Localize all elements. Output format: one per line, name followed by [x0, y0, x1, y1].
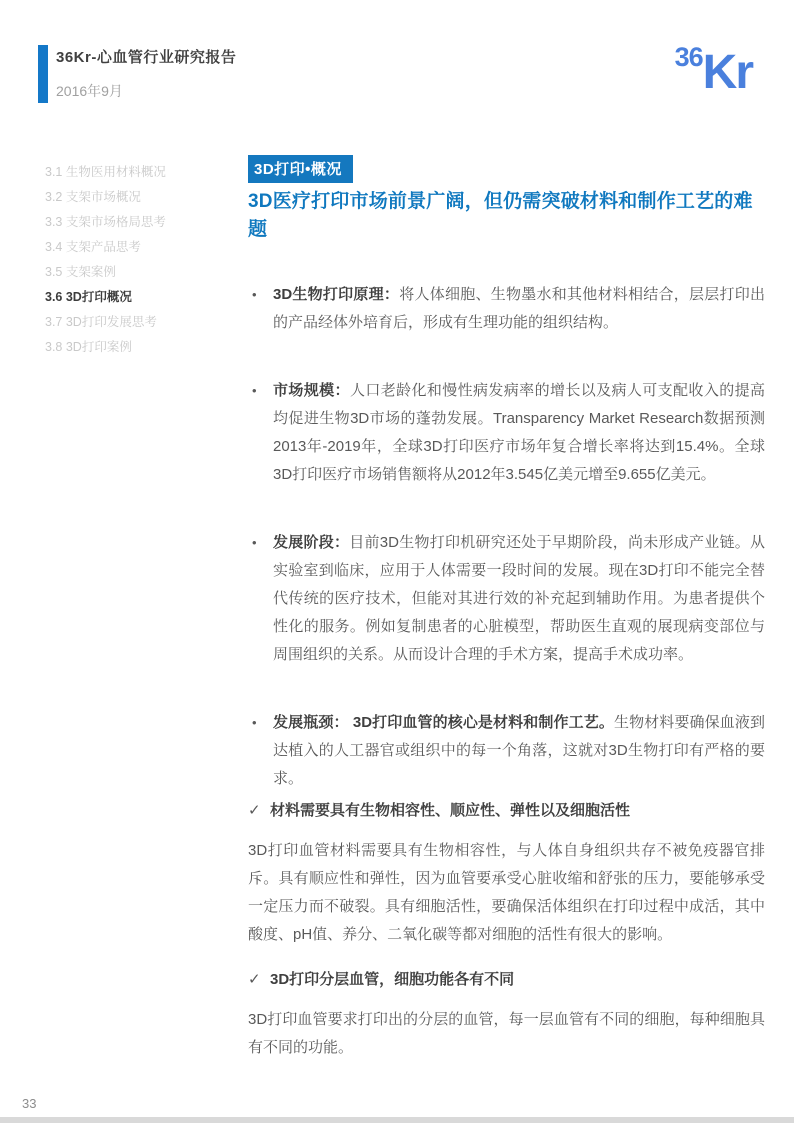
header-accent-bar: [38, 45, 48, 103]
toc-item-3-1[interactable]: 3.1 生物医用材料概况: [45, 165, 166, 179]
bullet-body: 目前3D生物打印机研究还处于早期阶段，尚未形成产业链。从实验室到临床，应用于人体需要一段时间的发展。现在3D打印不能完全替代传统的医疗技术，但能对其进行效的补充起到辅助作用。为患者提供个性化的服务。例如复制患者的心脏模型，帮助医生直观的展现病变部位与周围组织的关系。从而设计合理的手术方案，提高手术成功率。: [273, 534, 765, 663]
bullet-lead: 3D生物打印原理：: [273, 286, 400, 303]
report-date: 2016年9月: [56, 83, 123, 99]
check-heading-text: 3D打印分层血管，细胞功能各有不同: [270, 971, 515, 988]
check-paragraph-layered-vessels: 3D打印血管要求打印出的分层的血管，每一层血管有不同的细胞，每种细胞具有不同的功能。: [248, 1011, 765, 1056]
bullet-text: [273, 377, 765, 489]
bullet-body: 生物材料要确保血液到达植入的人工器官或组织中的每一个角落，这就对3D生物打印有严格的要求。: [273, 714, 765, 787]
check-icon: ✓: [248, 971, 261, 988]
check-heading-text: 材料需要具有生物相容性、顺应性、弹性以及细胞活性: [270, 802, 631, 819]
bullet-body: 将人体细胞、生物墨水和其他材料相结合，层层打印出的产品经体外培育后，形成有生理功能的组织结构。: [273, 286, 765, 331]
bullet-text: [273, 281, 765, 337]
main-content: [248, 155, 765, 1062]
toc-item-3-8[interactable]: 3.8 3D打印案例: [45, 340, 132, 354]
bullet-market-size: [248, 377, 765, 489]
logo-part-36: 36: [674, 42, 703, 72]
toc-sidebar: [45, 160, 240, 360]
page-number: 33: [22, 1096, 37, 1111]
bullet-bottleneck: [248, 709, 765, 793]
bullet-icon: •: [252, 535, 257, 550]
bullet-text: [273, 529, 765, 669]
bullet-lead: 发展瓶颈： 3D打印血管的核心是材料和制作工艺。: [273, 714, 614, 731]
check-heading-layered-vessels: [248, 966, 765, 994]
section-badge: 3D打印•概况: [248, 155, 353, 183]
bullet-body: 人口老龄化和慢性病发病率的增长以及病人可支配收入的提高均促进生物3D市场的蓬勃发展。Transparency Market Research数据预测2013年-2019年，全球3D打印医疗市场年复合增长率将达到15.4%。全球3D打印医疗市场销售额将从2012年3.545亿美元增至9.655亿美元。: [273, 382, 765, 483]
toc-item-3-6-active[interactable]: 3.6 3D打印概况: [45, 290, 132, 304]
bullet-icon: •: [252, 715, 257, 730]
36kr-logo: [675, 44, 752, 97]
toc-item-3-2[interactable]: 3.2 支架市场概况: [45, 190, 141, 204]
bullet-lead: 发展阶段：: [273, 534, 350, 551]
page-header: [38, 44, 766, 104]
bullet-icon: •: [252, 287, 257, 302]
bullet-lead: 市场规模：: [273, 382, 350, 399]
footer-bar: [0, 1117, 794, 1123]
bullet-principle: [248, 281, 765, 337]
toc-item-3-4[interactable]: 3.4 支架产品思考: [45, 240, 141, 254]
check-heading-materials: [248, 797, 765, 825]
check-paragraph-materials: 3D打印血管材料需要具有生物相容性，与人体自身组织共存不被免疫器官排斥。具有顺应性和弹性，因为血管要承受心脏收缩和舒张的压力，要能够承受一定压力而不破裂。具有细胞活性，要确保活体组织在打印过程中成活，其中酸度、pH值、养分、二氧化碳等都对细胞的活性有很大的影响。: [248, 842, 765, 943]
header-text: [56, 46, 236, 101]
bullet-development-stage: [248, 529, 765, 669]
bullet-text: [273, 709, 765, 793]
toc-item-3-7[interactable]: 3.7 3D打印发展思考: [45, 315, 157, 329]
logo-part-kr: Kr: [702, 46, 752, 99]
bullet-icon: •: [252, 383, 257, 398]
toc-item-3-3[interactable]: 3.3 支架市场格局思考: [45, 215, 166, 229]
page-title: 3D医疗打印市场前景广阔，但仍需突破材料和制作工艺的难题: [248, 191, 753, 240]
check-icon: ✓: [248, 802, 261, 819]
report-title: 36Kr-心血管行业研究报告: [56, 49, 237, 66]
toc-item-3-5[interactable]: 3.5 支架案例: [45, 265, 116, 279]
